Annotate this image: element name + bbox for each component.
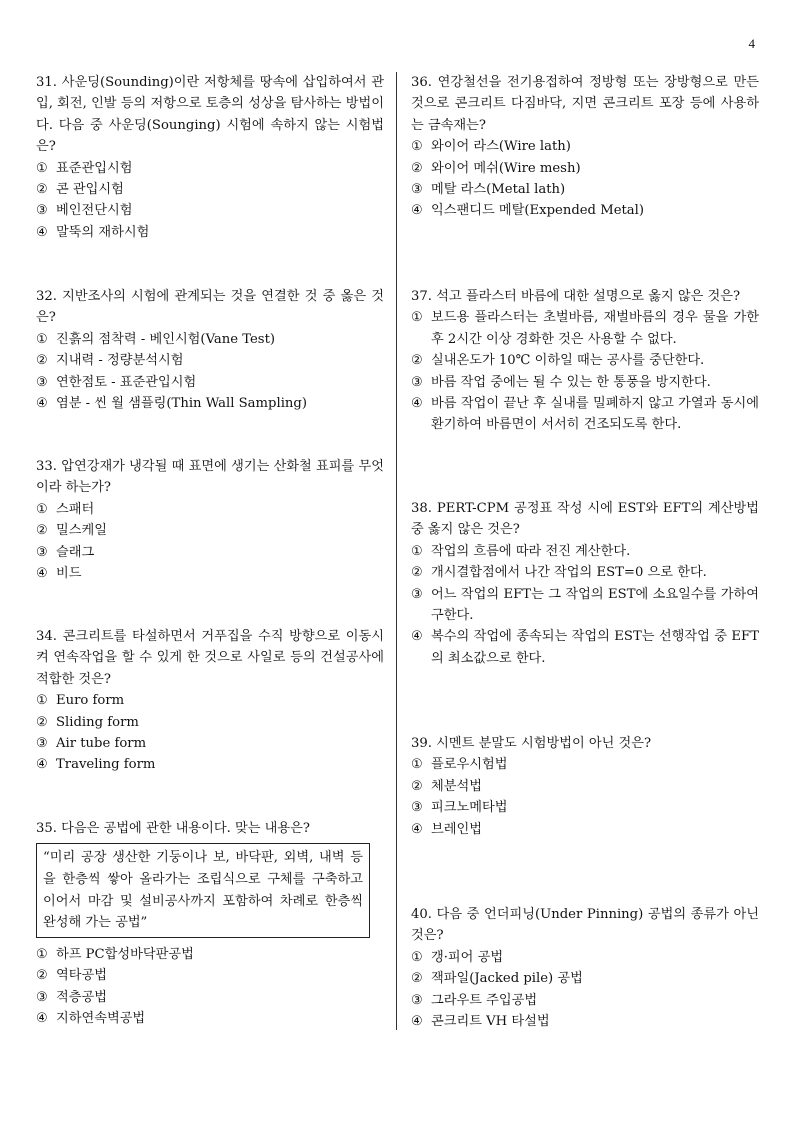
question-stem: 35. 다음은 공법에 관한 내용이다. 맞는 내용은? (36, 821, 310, 836)
column-divider (396, 72, 397, 1030)
question-stem: 38. PERT-CPM 공정표 작성 시에 EST와 EFT의 계산방법 중 옳지 않은 것은? (411, 501, 759, 538)
option-number: ① (411, 139, 423, 155)
option-4[interactable] (36, 754, 384, 775)
option-3[interactable] (36, 733, 384, 754)
option-number: ④ (411, 821, 423, 837)
question-stem: 32. 지반조사의 시험에 관계되는 것을 연결한 것 중 옳은 것은? (36, 289, 384, 326)
option-number: ③ (411, 374, 423, 390)
option-4[interactable] (36, 1008, 384, 1029)
option-number: ② (411, 778, 423, 794)
option-text: 콘 관입시험 (56, 182, 124, 198)
option-text: 메탈 라스(Metal lath) (431, 182, 566, 198)
option-text: 베인전단시험 (56, 203, 133, 219)
option-text: 바름 작업 중에는 될 수 있는 한 통풍을 방지한다. (431, 374, 711, 390)
option-text: 진흙의 점착력 - 베인시험(Vane Test) (56, 331, 276, 347)
option-number: ② (411, 971, 423, 987)
option-2[interactable] (36, 350, 384, 371)
question-stem: 33. 압연강재가 냉각될 때 표면에 생기는 산화철 표피를 무엇이라 하는가? (36, 459, 384, 496)
option-4[interactable] (411, 393, 759, 436)
option-2[interactable] (36, 965, 384, 986)
option-2[interactable] (36, 712, 384, 733)
option-1[interactable] (411, 541, 759, 562)
option-text: 슬래그 (56, 544, 95, 560)
option-number: ③ (411, 586, 423, 602)
option-3[interactable] (411, 372, 759, 393)
option-number: ② (411, 353, 423, 369)
question-38 (411, 498, 759, 669)
option-number: ② (36, 182, 48, 198)
option-text: 브레인법 (431, 821, 482, 837)
option-text: 익스팬디드 메탈(Expended Metal) (431, 203, 645, 219)
option-number: ① (411, 757, 423, 773)
option-list (36, 944, 384, 1030)
question-39 (411, 733, 759, 840)
option-4[interactable] (411, 626, 759, 669)
option-2[interactable] (411, 158, 759, 179)
option-text: 염분 - 씬 월 샘플링(Thin Wall Sampling) (56, 396, 307, 412)
option-3[interactable] (36, 372, 384, 393)
option-number: ④ (36, 396, 48, 412)
option-text: Sliding form (56, 714, 139, 730)
option-text: 스패터 (56, 501, 95, 517)
option-text: 갱·피어 공법 (431, 949, 504, 965)
option-text: Air tube form (56, 736, 147, 752)
option-number: ② (36, 968, 48, 984)
option-text: 역타공법 (56, 968, 107, 984)
option-list (411, 754, 759, 840)
option-text: 어느 작업의 EFT는 그 작업의 EST에 소요일수를 가하여 구한다. (431, 586, 759, 624)
option-list (36, 158, 384, 244)
question-stem: 31. 사운딩(Sounding)이란 저항체를 땅속에 삽입하여서 관입, 회전, 인발 등의 저항으로 토층의 성상을 탐사하는 방법이다. 다음 중 사운딩(Sounging) 시험에 속하지 않는 시험법은? (36, 75, 384, 155)
option-number: ③ (36, 544, 48, 560)
option-text: 개시결합점에서 나간 작업의 EST=0 으로 한다. (431, 565, 707, 581)
option-4[interactable] (36, 563, 384, 584)
page-number: 4 (748, 36, 755, 51)
option-number: ② (411, 565, 423, 581)
option-text: 지하연속벽공법 (56, 1011, 146, 1026)
option-text: 잭파일(Jacked pile) 공법 (431, 971, 583, 987)
option-2[interactable] (36, 520, 384, 541)
option-3[interactable] (411, 179, 759, 200)
option-3[interactable] (411, 584, 759, 627)
option-text: Euro form (56, 693, 125, 709)
option-text: 그라우트 주입공법 (431, 992, 538, 1008)
option-text: 와이어 메쉬(Wire mesh) (431, 160, 581, 176)
option-4[interactable] (411, 819, 759, 840)
option-text: 표준관입시험 (56, 160, 133, 176)
option-1[interactable] (411, 136, 759, 157)
question-40 (411, 904, 759, 1032)
option-2[interactable] (411, 968, 759, 989)
option-number: ① (36, 331, 48, 347)
option-number: ① (411, 310, 423, 326)
option-number: ③ (36, 989, 48, 1005)
option-text: 작업의 흐름에 따라 전진 계산한다. (431, 543, 631, 559)
question-37 (411, 286, 759, 436)
option-1[interactable] (36, 329, 384, 350)
option-text: 보드용 플라스터는 초벌바름, 재벌바름의 경우 물을 가한 후 2시간 이상 경화한 것은 사용할 수 없다. (431, 310, 759, 347)
option-text: 피크노메타법 (431, 800, 508, 816)
option-3[interactable] (36, 200, 384, 221)
option-number: ① (36, 693, 48, 709)
option-number: ③ (411, 992, 423, 1008)
option-number: ④ (411, 396, 423, 412)
question-34 (36, 626, 384, 776)
question-stem: 36. 연강철선을 전기용접하여 정방형 또는 장방형으로 만든 것으로 콘크리트 다짐바닥, 지면 콘크리트 포장 등에 사용하는 금속재는? (411, 75, 759, 133)
option-text: 바름 작업이 끝난 후 실내를 밀폐하지 않고 가열과 동시에 환기하여 바름면이 서서히 건조되도록 한다. (431, 396, 759, 433)
option-number: ④ (36, 757, 48, 773)
option-number: ③ (36, 736, 48, 752)
option-number: ③ (411, 182, 423, 198)
option-text: Traveling form (56, 757, 156, 773)
option-text: 실내온도가 10℃ 이하일 때는 공사를 중단한다. (431, 353, 705, 369)
option-4[interactable] (36, 393, 384, 414)
option-1[interactable] (411, 307, 759, 350)
option-1[interactable] (411, 754, 759, 775)
option-number: ④ (36, 566, 48, 582)
option-list (36, 329, 384, 415)
question-36 (411, 72, 759, 222)
option-1[interactable] (36, 158, 384, 179)
option-number: ② (411, 160, 423, 176)
option-list (411, 307, 759, 435)
option-text: 연한점토 - 표준관입시험 (56, 374, 197, 390)
question-33 (36, 456, 384, 584)
option-number: ② (36, 353, 48, 369)
option-number: ① (36, 160, 48, 176)
option-number: ③ (36, 203, 48, 219)
option-list (411, 541, 759, 669)
option-number: ② (36, 714, 48, 730)
option-2[interactable] (411, 776, 759, 797)
option-number: ① (411, 543, 423, 559)
option-number: ② (36, 523, 48, 539)
option-1[interactable] (36, 690, 384, 711)
option-list (36, 690, 384, 776)
question-stem: 39. 시멘트 분말도 시험방법이 아닌 것은? (411, 736, 652, 751)
option-text: 적층공법 (56, 989, 107, 1005)
option-number: ③ (411, 800, 423, 816)
option-number: ① (36, 501, 48, 517)
option-1[interactable] (36, 944, 384, 965)
question-32 (36, 286, 384, 414)
option-text: 말뚝의 재하시험 (56, 224, 150, 240)
option-text: 지내력 - 정량분석시험 (56, 353, 184, 369)
option-4[interactable] (411, 1011, 759, 1032)
option-1[interactable] (411, 947, 759, 968)
option-2[interactable] (411, 350, 759, 371)
option-text: 와이어 라스(Wire lath) (431, 139, 571, 155)
option-number: ④ (36, 224, 48, 240)
option-text: 체분석법 (431, 778, 482, 794)
option-4[interactable] (411, 200, 759, 221)
option-text: 비드 (56, 566, 82, 582)
option-list (411, 947, 759, 1033)
option-text: 하프 PC합성바닥판공법 (56, 946, 194, 962)
question-stem: 40. 다음 중 언더피닝(Under Pinning) 공법의 종류가 아닌 것은? (411, 907, 759, 944)
option-number: ① (411, 949, 423, 965)
option-number: ④ (411, 1014, 423, 1030)
option-number: ③ (36, 374, 48, 390)
option-number: ④ (36, 1011, 48, 1026)
option-3[interactable] (411, 990, 759, 1011)
question-35 (36, 818, 384, 1029)
option-list (411, 136, 759, 222)
option-list (36, 499, 384, 585)
option-number: ④ (411, 629, 423, 645)
option-2[interactable] (411, 562, 759, 583)
option-3[interactable] (411, 797, 759, 818)
question-stem: 37. 석고 플라스터 바름에 대한 설명으로 옳지 않은 것은? (411, 289, 741, 304)
option-2[interactable] (36, 179, 384, 200)
option-number: ④ (411, 203, 423, 219)
option-text: 복수의 작업에 종속되는 작업의 EST는 선행작업 중 EFT의 최소값으로 한다. (431, 629, 759, 666)
option-text: 밀스케일 (56, 523, 107, 539)
question-31 (36, 72, 384, 243)
option-4[interactable] (36, 222, 384, 243)
option-text: 콘크리트 VH 타설법 (431, 1014, 550, 1030)
question-stem: 34. 콘크리트를 타설하면서 거푸집을 수직 방향으로 이동시켜 연속작업을 할 수 있게 한 것으로 사일로 등의 건설공사에 적합한 것은? (36, 629, 384, 687)
option-1[interactable] (36, 499, 384, 520)
option-3[interactable] (36, 987, 384, 1008)
option-3[interactable] (36, 542, 384, 563)
option-number: ① (36, 946, 48, 962)
quote-box: “미리 공장 생산한 기둥이나 보, 바닥판, 외벽, 내벽 등을 한층씩 쌓아 올라가는 조립식으로 구체를 구축하고 이어서 마감 및 설비공사까지 포함하여 차례로 한층씩 완성해 가는 공법” (36, 843, 370, 937)
option-text: 플로우시험법 (431, 757, 508, 773)
